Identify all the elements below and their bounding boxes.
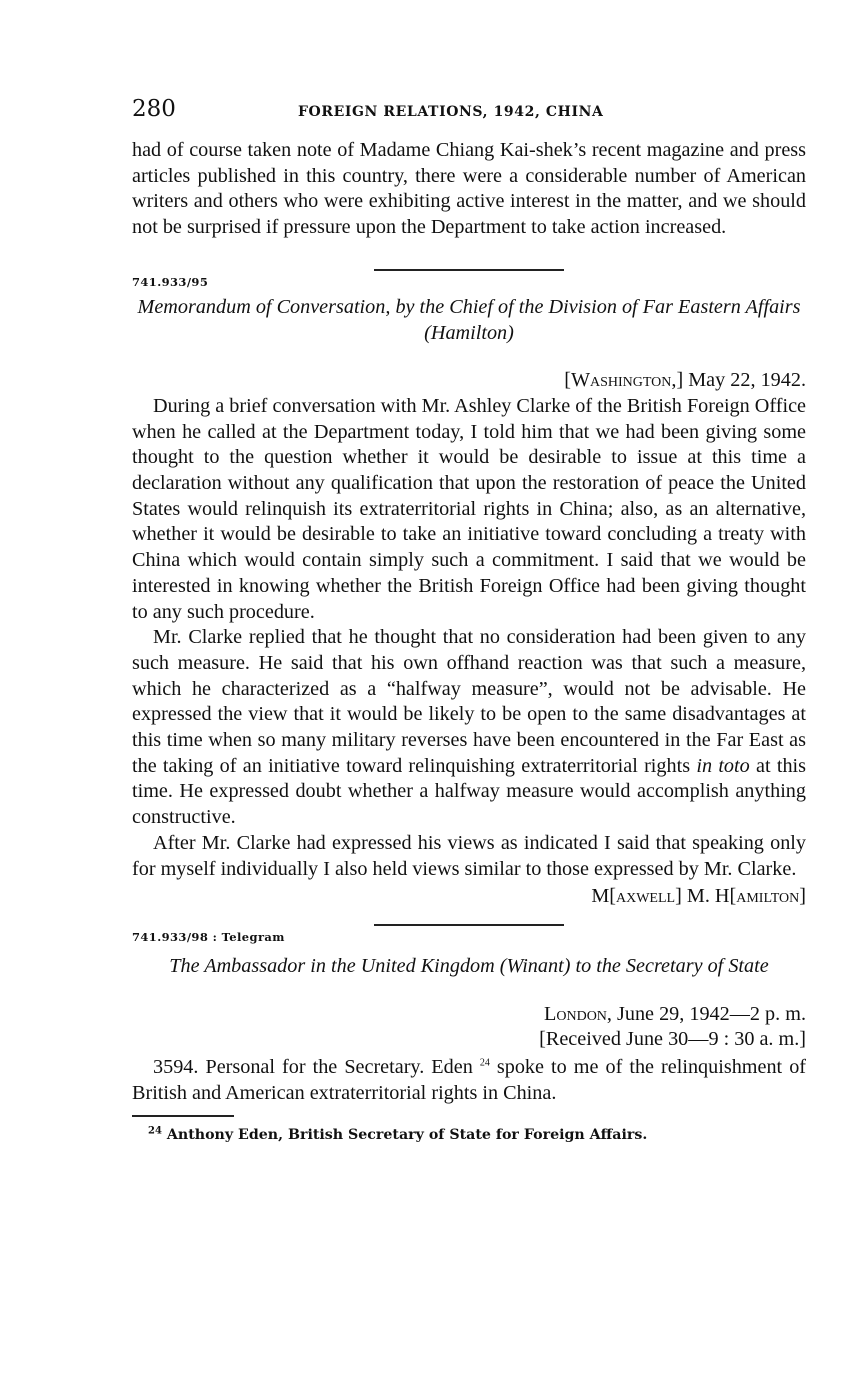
continuation-paragraph: had of course taken note of Madame Chiang Kai-shek’s recent magazine and press articles published in this country, there were a considerable number of American writers and others who were exhibiting active interest in the matter, and we should not be surprised if pressure upon the Department to take action increased. [132,139,806,239]
telegram-title: The Ambassador in the United Kingdom (Winant) to the Secretary of State [169,954,769,977]
telegram-dateline [132,1002,806,1028]
signature-name: amilton [736,885,800,908]
telegram-file-number: 741.933/98 : Telegram [132,929,285,944]
paragraph-text: at this time. He expressed doubt whether a halfway measure would accomplish anything constructive. [132,754,807,829]
section-divider [374,269,564,271]
paragraph-text: 3594. Personal for the Secretary. Eden [153,1056,473,1079]
signature-initial: H [714,885,730,908]
italic-phrase: in toto [696,754,750,777]
section-divider [374,924,564,926]
dateline-date: May 22, 1942. [688,369,806,392]
footnote [132,1124,806,1143]
paragraph-text: spoke to me of the relinquishment of British and American extraterritorial rights in China. [132,1056,807,1104]
signature-initial: M [591,885,610,908]
footnote-reference: 24 [479,1057,490,1069]
dateline-place: Washington, [570,369,677,392]
memorandum-dateline: [Washington,] May 22, 1942. [564,369,806,392]
paragraph-text: Mr. Clarke replied that he thought that no consideration had been given to any such measure. He said that his own offhand reaction was that such a measure, which he characterized as a “halfway measure”, would not be advisable. He expressed the view that it would be likely to be open to the same disadvantages at this time when so many military reverses have been encountered in the Far East as the taking of an initiative toward relinquishing extraterritorial rights [132,626,806,777]
telegram-place: London, [544,1002,612,1025]
signature-middle: M. [686,885,710,908]
memorandum-file-number: 741.933/95 [132,274,209,289]
memorandum-paragraph [132,625,806,831]
page-number: 280 [132,96,176,122]
memorandum-signature: M[axwell] M. H[amilton] [591,885,806,908]
running-head [132,96,806,132]
footnote-text: Anthony Eden, British Secretary of State for Foreign Affairs. [166,1126,648,1143]
telegram-received: [Received June 30—9 : 30 a. m.] [539,1028,806,1051]
document-page [132,96,806,1143]
memorandum-paragraph: During a brief conversation with Mr. Ashley Clarke of the British Foreign Office when he called at the Department today, I told him that we had been giving some thought to the question whether it would be desirable to issue at this time a declaration without any qualification that upon the restoration of peace the United States would relinquish its extraterritorial rights in China; also, as an alternative, whether it would be desirable to take an initiative toward concluding a treaty with China which would contain simply such a commitment. I said that we would be interested in knowing whether the British Foreign Office had been giving thought to any such procedure. [132,394,806,623]
footnote-divider [132,1115,234,1117]
header-title: FOREIGN RELATIONS, 1942, CHINA [298,104,604,120]
signature-name: axwell [616,885,676,908]
memorandum-title: Memorandum of Conversation, by the Chief of the Division of Far Eastern Affairs (Hamilton) [137,295,801,344]
telegram-paragraph [132,1055,806,1106]
footnote-number: 24 [148,1124,162,1136]
telegram-date: June 29, 1942—2 p. m. [617,1002,806,1025]
memorandum-paragraph: After Mr. Clarke had expressed his views as indicated I said that speaking only for myself individually I also held views similar to those expressed by Mr. Clarke. [132,831,806,880]
